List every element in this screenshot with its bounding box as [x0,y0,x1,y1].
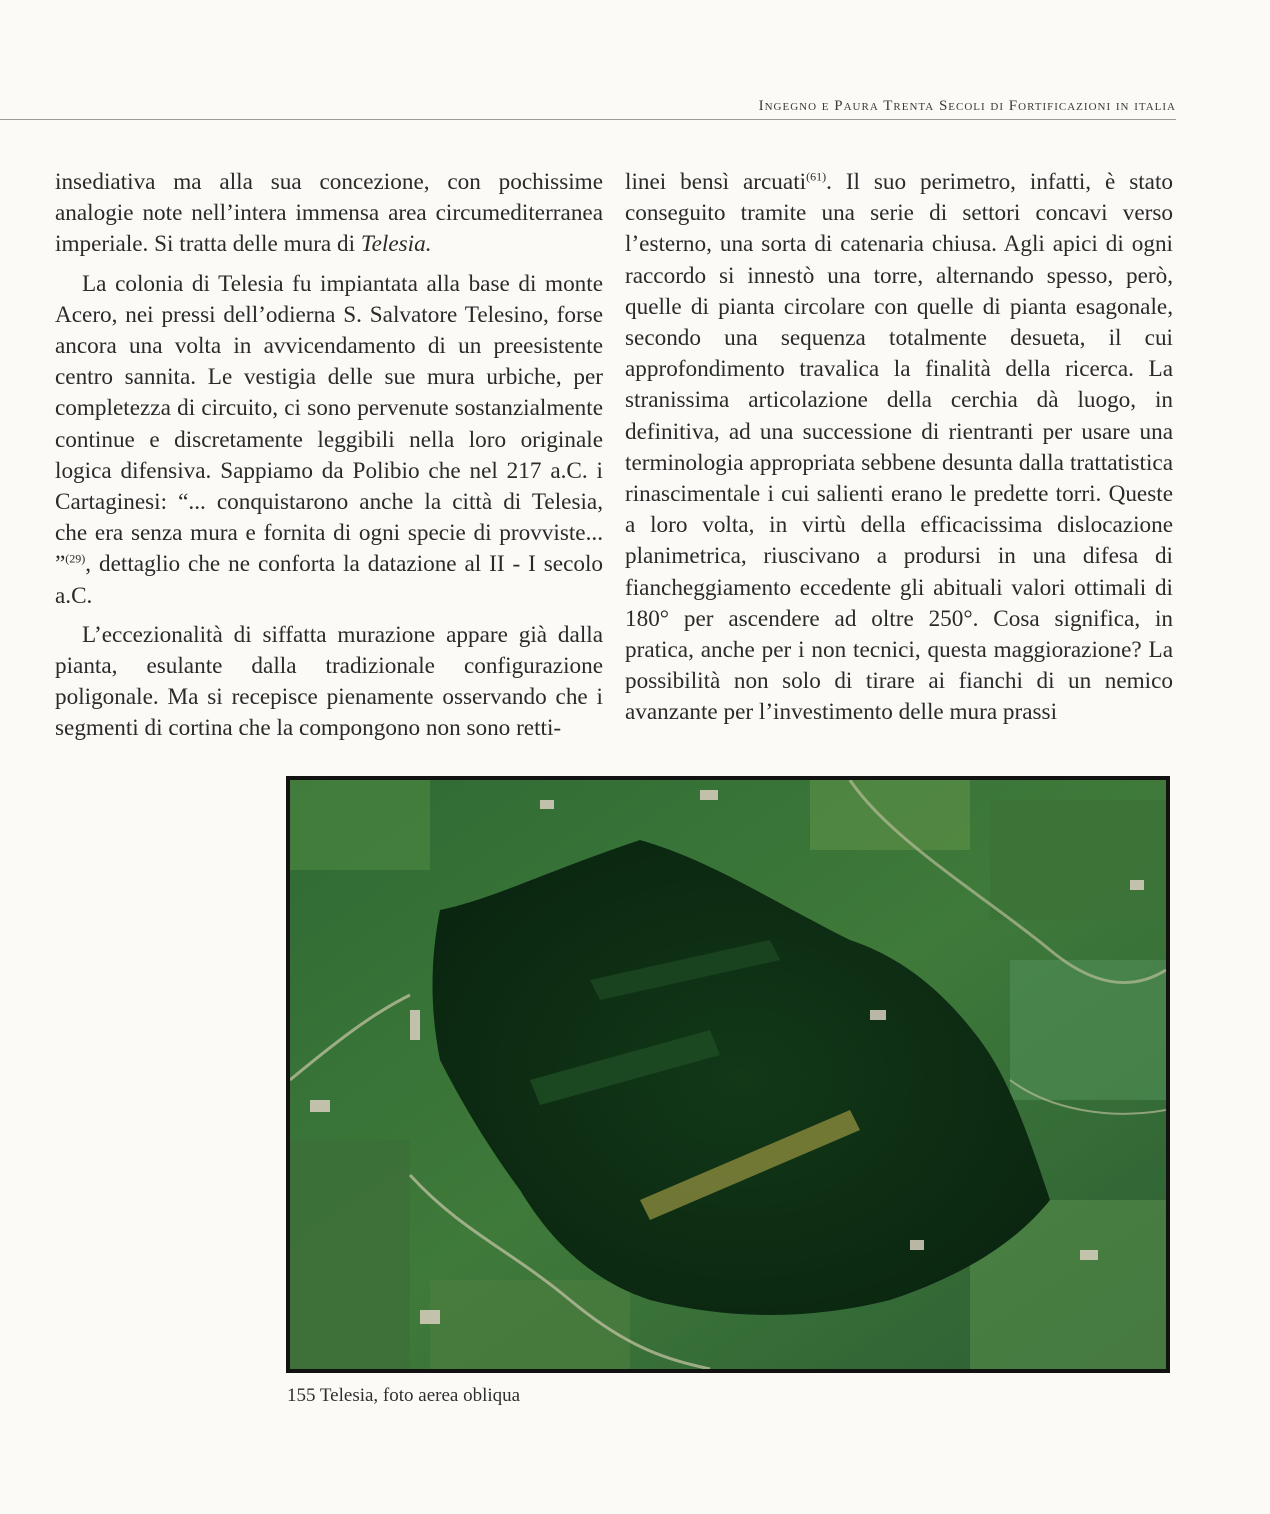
paragraph: insediativa ma alla sua concezione, con pochissime analogie note nell’intera immensa area circumediterranea imperiale. Si tratta delle mura di Telesia. [55,169,603,258]
running-header: Ingegno e Paura Trenta Secoli di Fortificazioni in italia [758,98,1176,114]
paragraph: linei bensì arcuati$^{(61)}$. Il suo perimetro, infatti, è stato conseguito tramite una serie di settori concavi verso l’esterno, una sorta di catenaria chiusa. Agli apici di ogni raccordo si innestò una torre, alternando spesso, però, quelle di pianta circolare con quelle di pianta esagonale, secondo una sequenza totalmente desueta, il cui approfondimento travalica la finalità della ricerca. La stranissima articolazione della cerchia dà luogo, in definitiva, ad una successione di rientranti per usare una terminologia appropriata sebbene desunta dalla trattatistica rinascimentale i cui salienti erano le predette torri. Queste a loro volta, in virtù della efficacissima dislocazione planimetrica, riuscivano a prodursi in una difesa di fiancheggiamento eccedente gli abituali valori ottimali di 180° per ascendere ad oltre 250°. Cosa significa, in pratica, anche per i non tecnici, questa maggiorazione? La possibilità non solo di tirare ai fianchi di un nemico avanzante per l’investimento delle mura prassi [625,169,1173,726]
right-text-column [625,167,1173,729]
paragraph: La colonia di Telesia fu impiantata alla base di monte Acero, nei pressi dell’odierna S. Salvatore Telesino, forse ancora una volta in avvicendamento di un preesistente centro sannita. Le vestigia delle sue mura urbiche, per completezza di circuito, ci sono pervenute sostanzialmente continue e discretamente leggibili nella loro originale logica difensiva. Sappiamo da Polibio che nel 217 a.C. i Cartaginesi: “... conquistarono anche la città di Telesia, che era senza mura e fornita di ogni specie di provviste... ”$^{(29)}$, dettaglio che ne conforta la datazione al II - I secolo a.C. [55,270,603,609]
aerial-photo [286,776,1170,1373]
aerial-photo-image [290,780,1166,1369]
header-rule [0,119,1176,120]
footnote-ref: (29) [65,551,86,566]
figure-caption: 155 Telesia, foto aerea obliqua [287,1385,521,1406]
paragraph: L’eccezionalità di siffatta murazione appare già dalla pianta, esulante dalla tradizionale configurazione poligonale. Ma si recepisce pienamente osservando che i segmenti di cortina che la compongono non sono retti- [55,621,603,742]
left-text-column [55,167,603,745]
footnote-ref: (61) [806,169,827,184]
